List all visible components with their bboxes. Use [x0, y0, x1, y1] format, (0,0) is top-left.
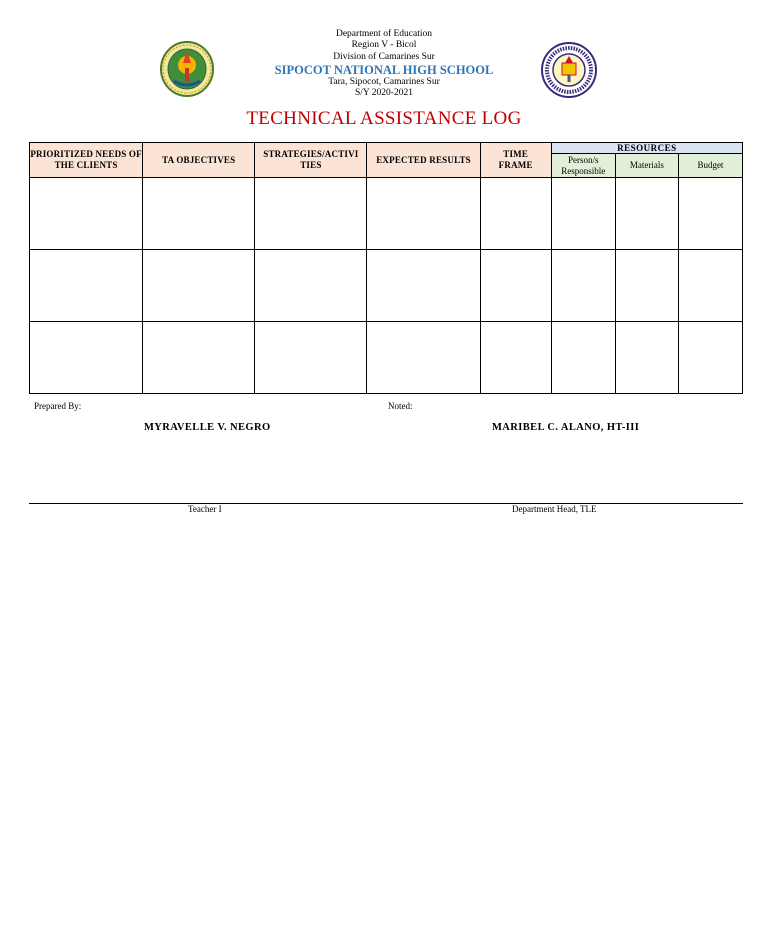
table-cell[interactable]	[480, 250, 551, 322]
table-cell[interactable]	[143, 250, 255, 322]
table-row	[30, 322, 743, 394]
table-cell[interactable]	[30, 250, 143, 322]
column-header-resources: RESOURCES	[551, 143, 742, 154]
school-name: SIPOCOT NATIONAL HIGH SCHOOL	[274, 63, 494, 77]
column-header-materials: Materials	[615, 154, 678, 178]
table-cell[interactable]	[367, 322, 480, 394]
table-cell[interactable]	[678, 250, 742, 322]
table-cell[interactable]	[30, 322, 143, 394]
table-cell[interactable]	[615, 178, 678, 250]
division-text: Division of Camarines Sur	[333, 52, 435, 62]
column-header-strategies: STRATEGIES/ACTIVI TIES	[255, 143, 367, 178]
document-title: TECHNICAL ASSISTANCE LOG	[246, 108, 522, 129]
column-header-objectives: TA OBJECTIVES	[143, 143, 255, 178]
department-text: Department of Education	[335, 29, 433, 39]
table-cell[interactable]	[255, 322, 367, 394]
column-header-expected-results: EXPECTED RESULTS	[367, 143, 480, 178]
column-header-persons-responsible: Person/s Responsible	[551, 154, 615, 178]
column-header-needs: PRIORITIZED NEEDS OF THE CLIENTS	[30, 143, 143, 178]
table-cell[interactable]	[615, 322, 678, 394]
table-cell[interactable]	[678, 178, 742, 250]
preparer-title: Teacher I	[188, 504, 222, 514]
noter-title: Department Head, TLE	[512, 504, 597, 514]
table-cell[interactable]	[480, 178, 551, 250]
prepared-by-label: Prepared By:	[34, 401, 82, 411]
school-year: S/Y 2020-2021	[355, 88, 413, 98]
table-cell[interactable]	[255, 250, 367, 322]
noted-label: Noted:	[388, 401, 413, 411]
table-cell[interactable]	[367, 178, 480, 250]
column-header-time-frame: TIME FRAME	[480, 143, 551, 178]
table-cell[interactable]	[551, 178, 615, 250]
signature-divider-line	[29, 503, 743, 504]
technical-assistance-table	[29, 142, 743, 394]
table-cell[interactable]	[678, 322, 742, 394]
table-cell[interactable]	[255, 178, 367, 250]
table-cell[interactable]	[551, 322, 615, 394]
school-address: Tara, Sipocot, Camarines Sur	[328, 77, 440, 87]
table-cell[interactable]	[367, 250, 480, 322]
table-row	[30, 250, 743, 322]
table-cell[interactable]	[615, 250, 678, 322]
region-text: Region V - Bicol	[351, 40, 417, 50]
table-cell[interactable]	[30, 178, 143, 250]
table-cell[interactable]	[551, 250, 615, 322]
table-cell[interactable]	[143, 322, 255, 394]
column-header-budget: Budget	[678, 154, 742, 178]
table-cell[interactable]	[480, 322, 551, 394]
noter-name: MARIBEL C. ALANO, HT-III	[492, 422, 640, 433]
preparer-name: MYRAVELLE V. NEGRO	[144, 422, 271, 433]
table-cell[interactable]	[143, 178, 255, 250]
table-row	[30, 178, 743, 250]
